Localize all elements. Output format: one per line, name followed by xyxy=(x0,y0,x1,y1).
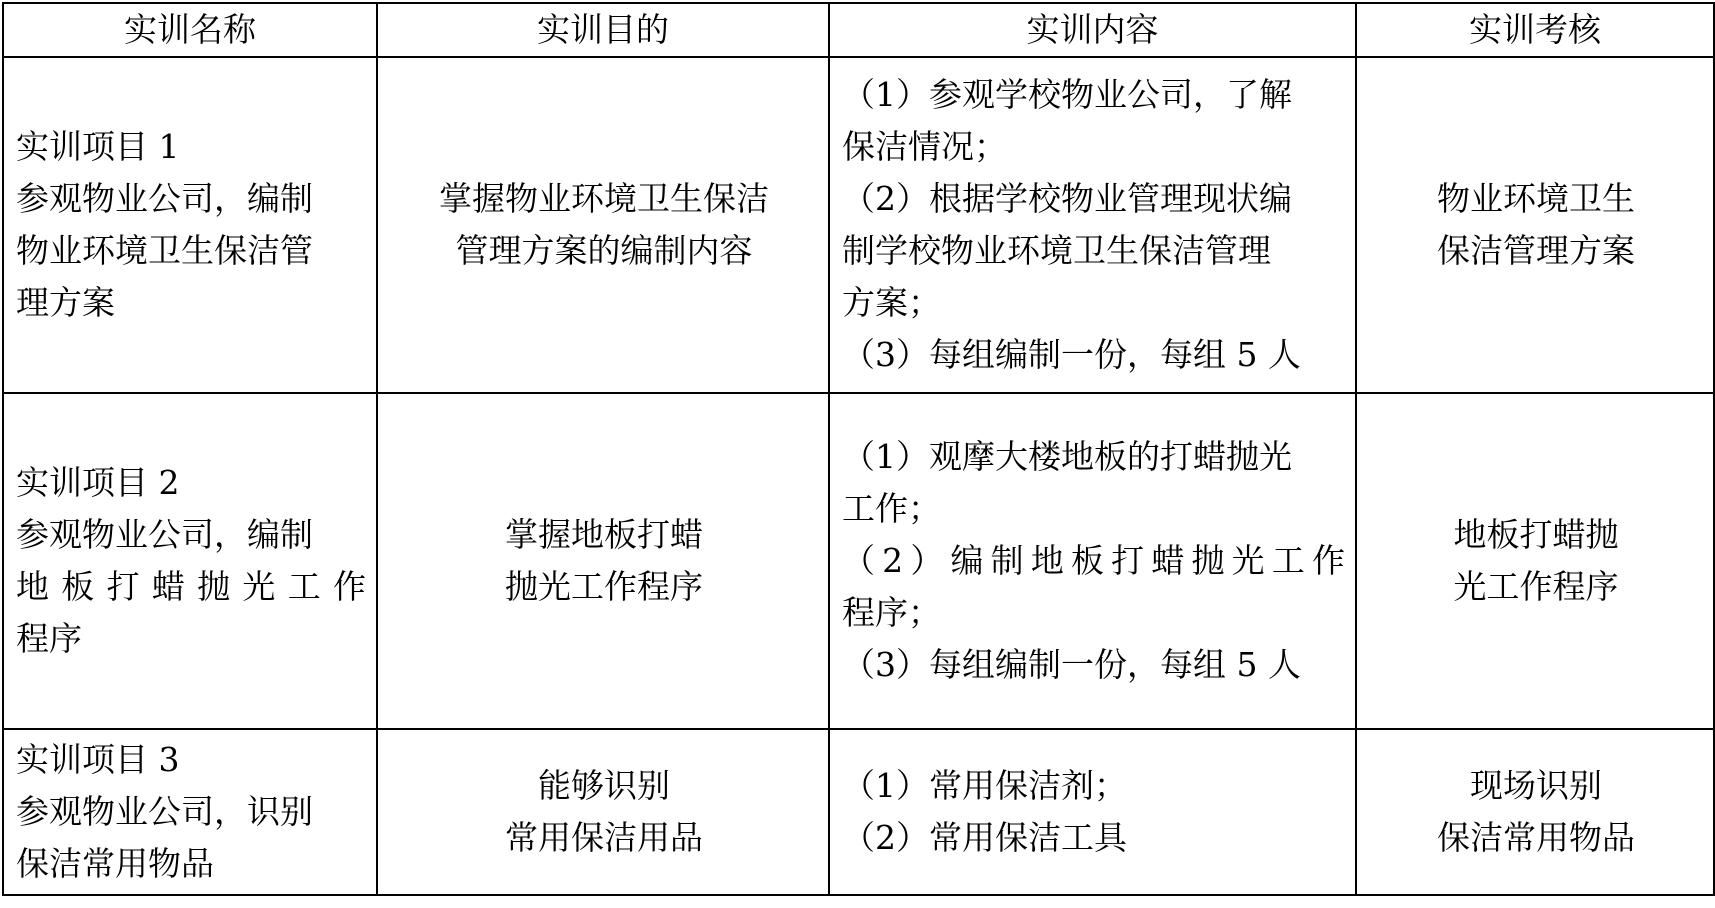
training-assessment-line: 地板打蜡抛 xyxy=(1453,515,1619,554)
training-assessment-cell xyxy=(1356,729,1714,895)
training-content-line: （1）常用保洁剂； xyxy=(842,766,1127,805)
training-purpose-cell xyxy=(377,57,829,393)
training-content-cell xyxy=(829,729,1356,895)
training-purpose-line: 常用保洁用品 xyxy=(505,818,703,857)
training-name-line: 实训项目 1 xyxy=(16,127,180,166)
training-name-line: 实训项目 3 xyxy=(16,740,180,779)
training-assessment-cell xyxy=(1356,393,1714,729)
header-name: 实训名称 xyxy=(3,3,377,57)
training-purpose-line: 掌握地板打蜡 xyxy=(505,515,703,554)
training-name-line: 保洁常用物品 xyxy=(16,844,214,883)
training-assessment-line: 物业环境卫生 xyxy=(1437,179,1635,218)
training-purpose-cell xyxy=(377,393,829,729)
training-purpose-line: 能够识别 xyxy=(538,766,670,805)
training-content-line: （1）观摩大楼地板的打蜡抛光 xyxy=(842,437,1292,476)
training-content-line: 方案； xyxy=(842,283,941,322)
training-content-line: 程序； xyxy=(842,593,941,632)
training-table xyxy=(2,2,1715,896)
training-content-line: （2）常用保洁工具 xyxy=(842,818,1127,857)
training-content-line: （2）编制地板打蜡抛光工作 xyxy=(842,541,1345,580)
training-name-cell xyxy=(3,729,377,895)
header-content: 实训内容 xyxy=(829,3,1356,57)
training-name-line: 程序 xyxy=(16,619,82,658)
training-name-line: 物业环境卫生保洁管 xyxy=(16,231,313,270)
training-assessment-cell xyxy=(1356,57,1714,393)
training-name-line: 参观物业公司，编制 xyxy=(16,515,313,554)
training-name-line: 参观物业公司，编制 xyxy=(16,179,313,218)
training-purpose-line: 掌握物业环境卫生保洁 xyxy=(439,179,769,218)
training-content-line: （3）每组编制一份，每组 5 人 xyxy=(842,335,1301,374)
training-name-line: 实训项目 2 xyxy=(16,463,180,502)
training-content-line: 保洁情况； xyxy=(842,127,1007,166)
training-content-line: （3）每组编制一份，每组 5 人 xyxy=(842,645,1301,684)
training-content-line: （2）根据学校物业管理现状编 xyxy=(842,179,1292,218)
document-page xyxy=(0,2,1715,908)
training-name-cell xyxy=(3,57,377,393)
training-purpose-line: 抛光工作程序 xyxy=(505,567,703,606)
header-purpose: 实训目的 xyxy=(377,3,829,57)
table-row xyxy=(3,393,1714,729)
training-content-line: 工作； xyxy=(842,489,941,528)
training-name-line: 参观物业公司，识别 xyxy=(16,792,313,831)
training-assessment-line: 光工作程序 xyxy=(1453,567,1619,606)
training-purpose-line: 管理方案的编制内容 xyxy=(455,231,753,270)
header-assessment: 实训考核 xyxy=(1356,3,1714,57)
training-content-line: （1）参观学校物业公司，了解 xyxy=(842,75,1292,114)
training-name-line: 理方案 xyxy=(16,283,115,322)
training-content-cell xyxy=(829,57,1356,393)
table-row xyxy=(3,729,1714,895)
training-content-line: 制学校物业环境卫生保洁管理 xyxy=(842,231,1271,270)
training-assessment-line: 保洁常用物品 xyxy=(1437,818,1635,857)
training-name-line: 地板打蜡抛光工作 xyxy=(16,567,366,606)
table-row xyxy=(3,57,1714,393)
training-assessment-line: 保洁管理方案 xyxy=(1437,231,1635,270)
training-content-cell xyxy=(829,393,1356,729)
training-name-cell xyxy=(3,393,377,729)
training-assessment-line: 现场识别 xyxy=(1470,766,1602,805)
training-purpose-cell xyxy=(377,729,829,895)
header-row xyxy=(3,3,1714,57)
